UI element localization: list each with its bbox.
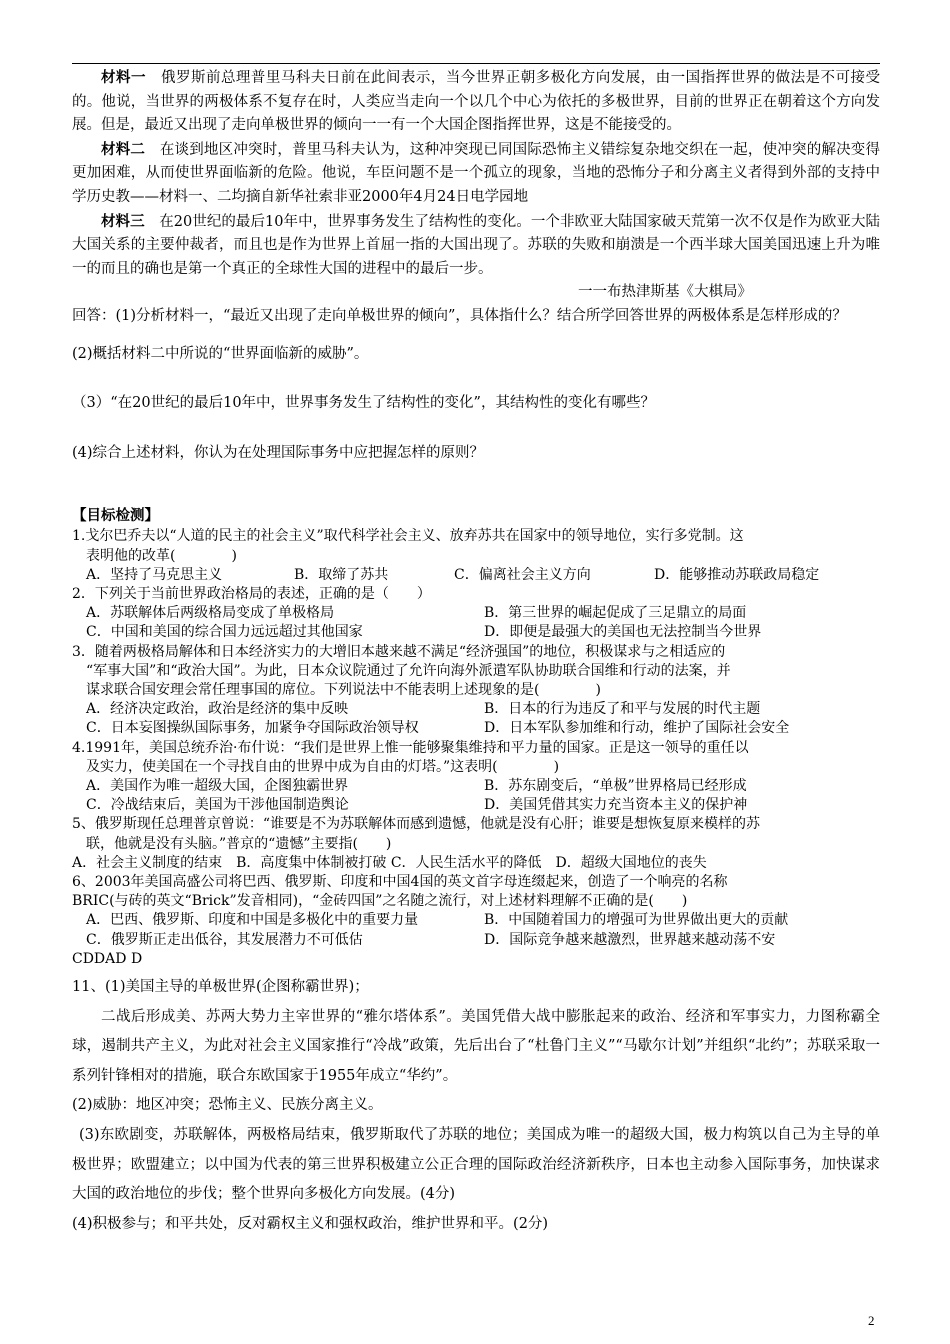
option-b: B．日本的行为违反了和平与发展的时代主题 — [484, 701, 761, 718]
exercise-6-stem: 6、2003年美国高盛公司将巴西、俄罗斯、印度和中国4国的英文首字母连缀起来，创造了一个响亮的名称 — [72, 873, 728, 890]
material-3-source: 一一布热津斯基《大棋局》 — [578, 284, 752, 301]
exercise-4 — [72, 739, 880, 816]
option-b: B．苏东剧变后，“单极”世界格局已经形成 — [484, 777, 747, 794]
option-a: A．苏联解体后两级格局变成了单极格局 — [86, 605, 335, 622]
option-d: D．国际竞争越来越激烈，世界越来越动荡不安 — [484, 931, 776, 948]
answer-1-text: 二战后形成美、苏两大势力主宰世界的“雅尔塔体系”。美国凭借大战中膨胀起来的政治、经济和军事实力，力图称霸全球，遏制共产主义，为此对社会主义国家推行“冷战”政策，先后出台了“杜鲁门主义”“马歇尔计划”并组织“北约”；苏联采取一系列针锋相对的措施，联合东欧国家于1955年成立“华约”。 — [72, 1008, 880, 1084]
option-b: B．第三世界的崛起促成了三足鼎立的局面 — [484, 605, 747, 622]
material-2-label: 材料二 — [101, 140, 146, 158]
question-3: （3）“在20世纪的最后10年中，世界事务发生了结构性的变化”，其结构性的变化有哪些？ — [72, 395, 655, 412]
exercise-2-options — [72, 604, 880, 642]
option-d: D．美国凭借其实力充当资本主义的保护神 — [484, 797, 748, 814]
option-c: C．俄罗斯正走出低谷，其发展潜力不可低估 — [86, 931, 363, 948]
answer-4: (4)积极参与；和平共处，反对霸权主义和强权政治，维护世界和平。(2分) — [72, 1215, 549, 1232]
question-4: (4)综合上述材料，你认为在处理国际事务中应把握怎样的原则？ — [72, 444, 485, 461]
exercise-2 — [72, 585, 880, 643]
material-2-text: 在谈到地区冲突时，普里马科夫认为，这种冲突现已同国际恐怖主义错综复杂地交织在一起，使冲突的解决变得更加困难，从而使世界面临新的危险。他说，车臣问题不是一个孤立的现象，当地的恐怖分子和分离主义者得到外部的支持中学历史教——材料一、二均摘自新华社索非亚2000年4月24日电学园地 — [72, 141, 881, 205]
exercise-3-stem-cont: “军事大国”和“政治大国”。为此，日本众议院通过了允许向海外派遣军队协助联合国维和行动的法案，并 — [86, 662, 731, 679]
answer-2: (2)威胁：地区冲突；恐怖主义、民族分离主义。 — [72, 1097, 383, 1114]
exercise-5-stem-cont: 联，他就是没有头脑。”普京的“遗憾”主要指( ) — [86, 835, 392, 852]
option-a: A．坚持了马克思主义 — [86, 566, 223, 583]
option-c: C．冷战结束后，美国为干涉他国制造舆论 — [86, 797, 349, 814]
material-1 — [72, 66, 880, 138]
option-c: C．偏离社会主义方向 — [454, 566, 591, 583]
exercise-6 — [72, 873, 880, 950]
option-a: A．美国作为唯一超级大国，企图独霸世界 — [86, 777, 349, 794]
section-title: 【目标检测】 — [72, 507, 159, 525]
exercise-5-options: A．社会主义制度的结束 B．高度集中体制被打破 C．人民生活水平的降低 D．超级大国地位的丧失 — [72, 854, 707, 871]
option-b: B．中国随着国力的增强可为世界做出更大的贡献 — [484, 912, 789, 929]
exercise-3-options — [72, 700, 880, 738]
page-number: 2 — [868, 1313, 875, 1328]
exercise-3 — [72, 643, 880, 739]
exercise-4-options — [72, 777, 880, 815]
exercise-1-stem-cont: 表明他的改革( ) — [86, 547, 237, 564]
material-3-text: 在20世纪的最后10年中，世界事务发生了结构性的变化。一个非欧亚大陆国家破天荒第一次不仅是作为欧亚大陆大国关系的主要仲裁者，而且也是作为世界上首屈一指的大国出现了。苏联的失败和崩溃是一个西半球大国美国迅速上升为唯一的而且的确也是第一个真正的全球性大国的进程中的最后一步。 — [72, 213, 881, 277]
option-d: D．即便是最强大的美国也无法控制当今世界 — [484, 624, 762, 641]
answer-key: CDDAD D — [72, 950, 143, 967]
option-a: A．巴西、俄罗斯、印度和中国是多极化中的重要力量 — [86, 912, 419, 929]
material-3 — [72, 210, 880, 282]
page-content — [72, 66, 880, 1239]
exercise-5-stem: 5、俄罗斯现任总理普京曾说：“谁要是不为苏联解体而感到遗憾，他就是没有心肝；谁要是想恢复原来模样的苏 — [72, 816, 761, 833]
option-d: D．日本军队参加维和行动，维护了国际社会安全 — [484, 720, 790, 737]
question-2: (2)概括材料二中所说的“世界面临新的威胁”。 — [72, 345, 369, 362]
option-b: B．取缔了苏共 — [294, 566, 389, 583]
option-c: C．中国和美国的综合国力远远超过其他国家 — [86, 624, 363, 641]
option-d: D．能够推动苏联政局稳定 — [654, 566, 820, 583]
exercise-3-stem-cont2: 谋求联合国安理会常任理事国的席位。下列说法中不能表明上述现象的是( ) — [86, 681, 601, 698]
material-2 — [72, 138, 880, 210]
option-a: A．经济决定政治，政治是经济的集中反映 — [86, 701, 349, 718]
exercise-2-stem: 2．下列关于当前世界政治格局的表述，正确的是（ ） — [72, 585, 431, 602]
answer-1-title: 11、(1)美国主导的单极世界(企图称霸世界)； — [72, 978, 369, 995]
answer-3: (3)东欧剧变，苏联解体，两极格局结束，俄罗斯取代了苏联的地位；美国成为唯一的超级大国，极力构筑以自己为主导的单极世界；欧盟建立；以中国为代表的第三世界积极建立公正合理的国际政治经济新秩序，日本也主动参入国际事务，加快谋求大国的政治地位的步伐；整个世界向多极化方向发展。(4分) — [72, 1126, 880, 1203]
exercise-3-stem: 3．随着两极格局解体和日本经济实力的大增旧本越来越不满足“经济强国”的地位，积极谋求与之相适应的 — [72, 643, 726, 660]
question-1: 回答：(1)分析材料一，“最近又出现了走向单极世界的倾向”，具体指什么？结合所学回答世界的两极体系是怎样形成的？ — [72, 307, 847, 324]
header-rule — [72, 63, 880, 64]
material-1-label: 材料一 — [101, 69, 146, 86]
exercise-6-options — [72, 911, 880, 949]
option-c: C．日本妄图操纵国际事务，加紧争夺国际政治领导权 — [86, 720, 419, 737]
exercise-6-stem-cont: BRIC(与砖的英文“Brick”发音相同)，“金砖四国”之名随之流行，对上述材料理解不正确的是( ) — [72, 893, 688, 910]
material-1-text: 俄罗斯前总理普里马科夫日前在此间表示，当今世界正朝多极化方向发展，由一国指挥世界的做法是不可接受的。他说，当世界的两极体系不复存在时，人类应当走向一个以几个中心为依托的多极世界，目前的世界正在朝着这个方向发展。但是，最近又出现了走向单极世界的倾向一一有一个大国企图指挥世界，这是不能接受的。 — [72, 70, 881, 134]
exercise-4-stem: 4.1991年，美国总统乔治·布什说：“我们是世界上惟一能够聚集维持和平力量的国家。正是这一领导的重任以 — [72, 739, 749, 756]
exercise-1-options — [72, 566, 880, 585]
exercise-4-stem-cont: 及实力，使美国在一个寻找自由的世界中成为自由的灯塔。”这表明( ) — [86, 758, 560, 775]
exercise-5 — [72, 815, 880, 873]
material-3-label: 材料三 — [101, 212, 145, 230]
exercise-1-stem: 1.戈尔巴乔夫以“人道的民主的社会主义”取代科学社会主义、放弃苏共在国家中的领导地位，实行多党制。这 — [72, 528, 744, 545]
exercise-1 — [72, 527, 880, 585]
